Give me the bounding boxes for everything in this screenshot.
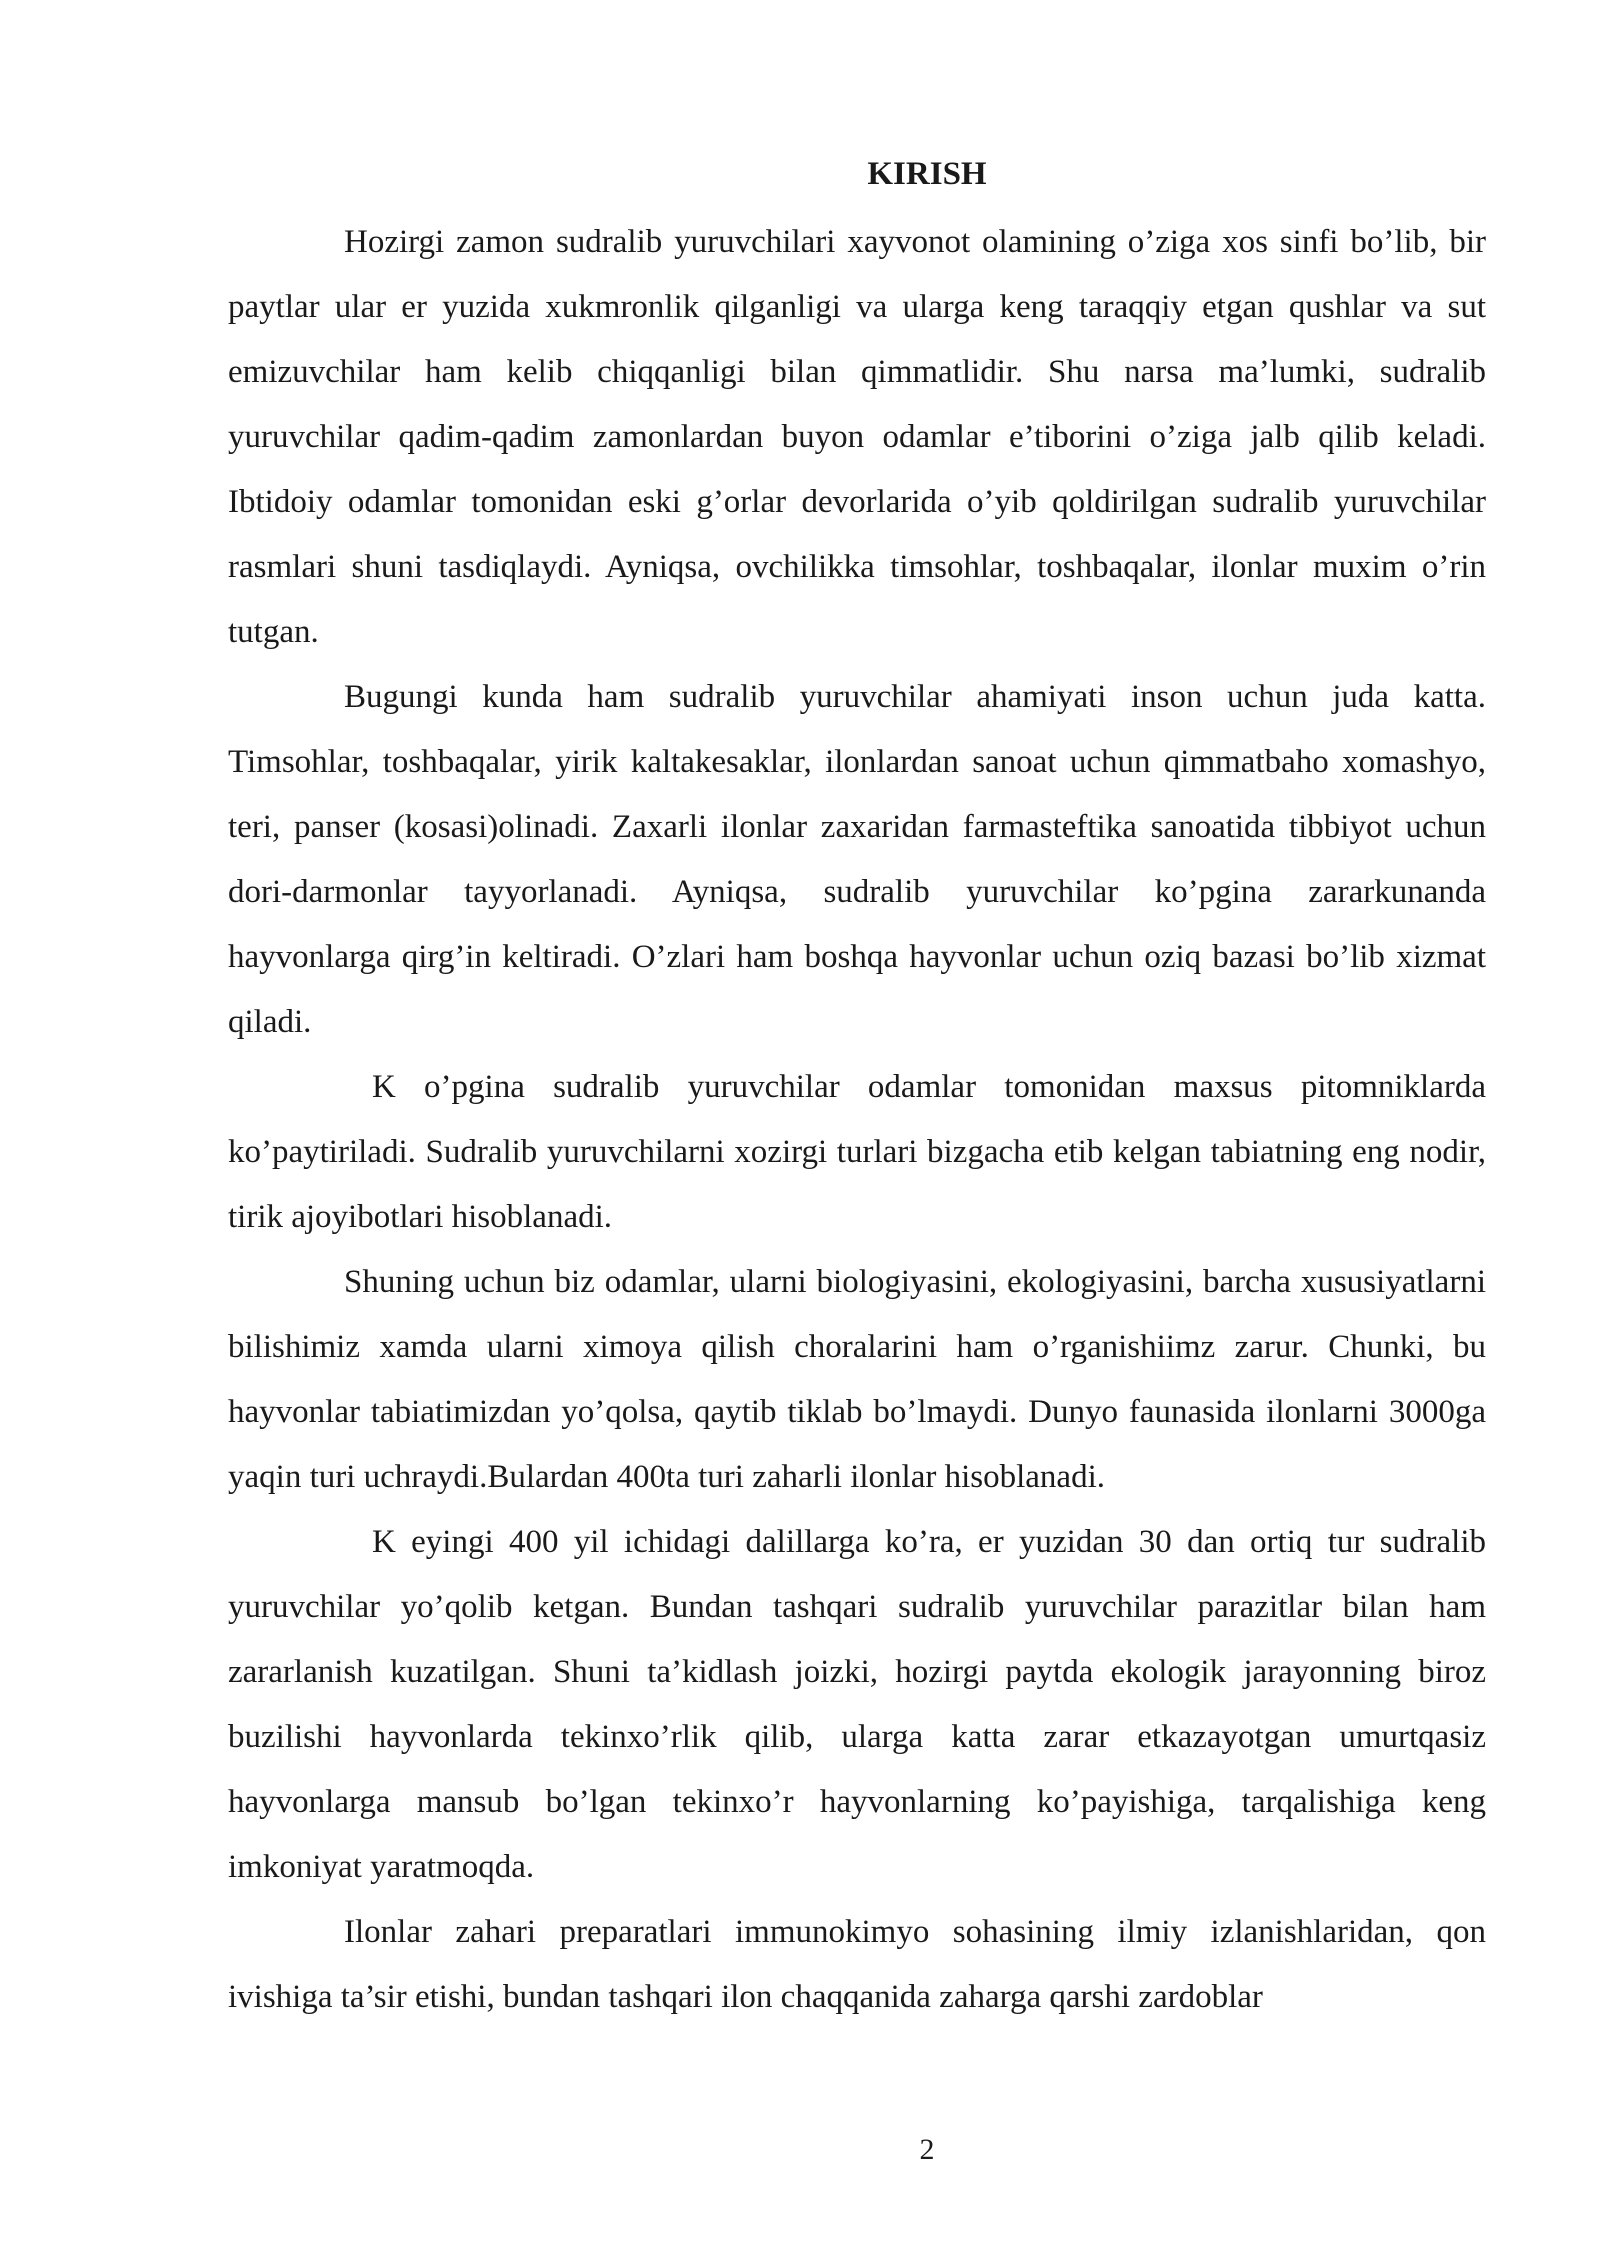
page-title: KIRISH (867, 156, 987, 192)
paragraph-2: Bugungi kunda ham sudralib yuruvchilar ahamiyati inson uchun juda katta. Timsohlar, toshbaqalar, yirik kaltakesaklar, ilonlardan sanoat uchun qimmatbaho xomashyo, teri, panser (kosasi)olinadi. Zaxarli ilonlar zaxaridan farmasteftika sanoatida tibbiyot uchun dori-darmonlar tayyorlanadi. Ayniqsa, sudralib yuruvchilar ko’pgina zararkunanda hayvonlarga qirg’in keltiradi. O’zlari ham boshqa hayvonlar uchun oziq bazasi bo’lib xizmat qiladi. (228, 679, 1486, 1040)
document-page (228, 0, 1486, 2262)
paragraph-3: K o’pgina sudralib yuruvchilar odamlar tomonidan maxsus pitomniklarda ko’paytiriladi. Sudralib yuruvchilarni xozirgi turlari bizgacha etib kelgan tabiatning eng nodir, tirik ajoyibotlari hisoblanadi. (228, 1069, 1486, 1235)
paragraph-4: Shuning uchun biz odamlar, ularni biologiyasini, ekologiyasini, barcha xususiyatlarni bilishimiz xamda ularni ximoya qilish choralarini ham o’rganishiimz zarur. Chunki, bu hayvonlar tabiatimizdan yo’qolsa, qaytib tiklab bo’lmaydi. Dunyo faunasida ilonlarni 3000ga yaqin turi uchraydi.Bulardan 400ta turi zaharli ilonlar hisoblanadi. (228, 1264, 1486, 1495)
page-number: 2 (919, 2133, 935, 2166)
body-text (228, 210, 1486, 2030)
paragraph-5: K eyingi 400 yil ichidagi dalillarga ko’ra, er yuzidan 30 dan ortiq tur sudralib yuruvchilar yo’qolib ketgan. Bundan tashqari sudralib yuruvchilar parazitlar bilan ham zararlanish kuzatilgan. Shuni ta’kidlash joizki, hozirgi paytda ekologik jarayonning biroz buzilishi hayvonlarda tekinxo’rlik qilib, ularga katta zarar etkazayotgan umurtqasiz hayvonlarga mansub bo’lgan tekinxo’r hayvonlarning ko’payishiga, tarqalishiga keng imkoniyat yaratmoqda. (228, 1524, 1486, 1885)
paragraph-6: Ilonlar zahari preparatlari immunokimyo sohasining ilmiy izlanishlaridan, qon ivishiga ta’sir etishi, bundan tashqari ilon chaqqanida zaharga qarshi zardoblar (228, 1914, 1486, 2015)
paragraph-1: Hozirgi zamon sudralib yuruvchilari xayvonot olamining o’ziga xos sinfi bo’lib, bir paytlar ular er yuzida xukmronlik qilganligi va ularga keng taraqqiy etgan qushlar va sut emizuvchilar ham kelib chiqqanligi bilan qimmatlidir. Shu narsa ma’lumki, sudralib yuruvchilar qadim-qadim zamonlardan buyon odamlar e’tiborini o’ziga jalb qilib keladi. Ibtidoiy odamlar tomonidan eski g’orlar devorlarida o’yib qoldirilgan sudralib yuruvchilar rasmlari shuni tasdiqlaydi. Ayniqsa, ovchilikka timsohlar, toshbaqalar, ilonlar muxim o’rin tutgan. (228, 224, 1486, 650)
